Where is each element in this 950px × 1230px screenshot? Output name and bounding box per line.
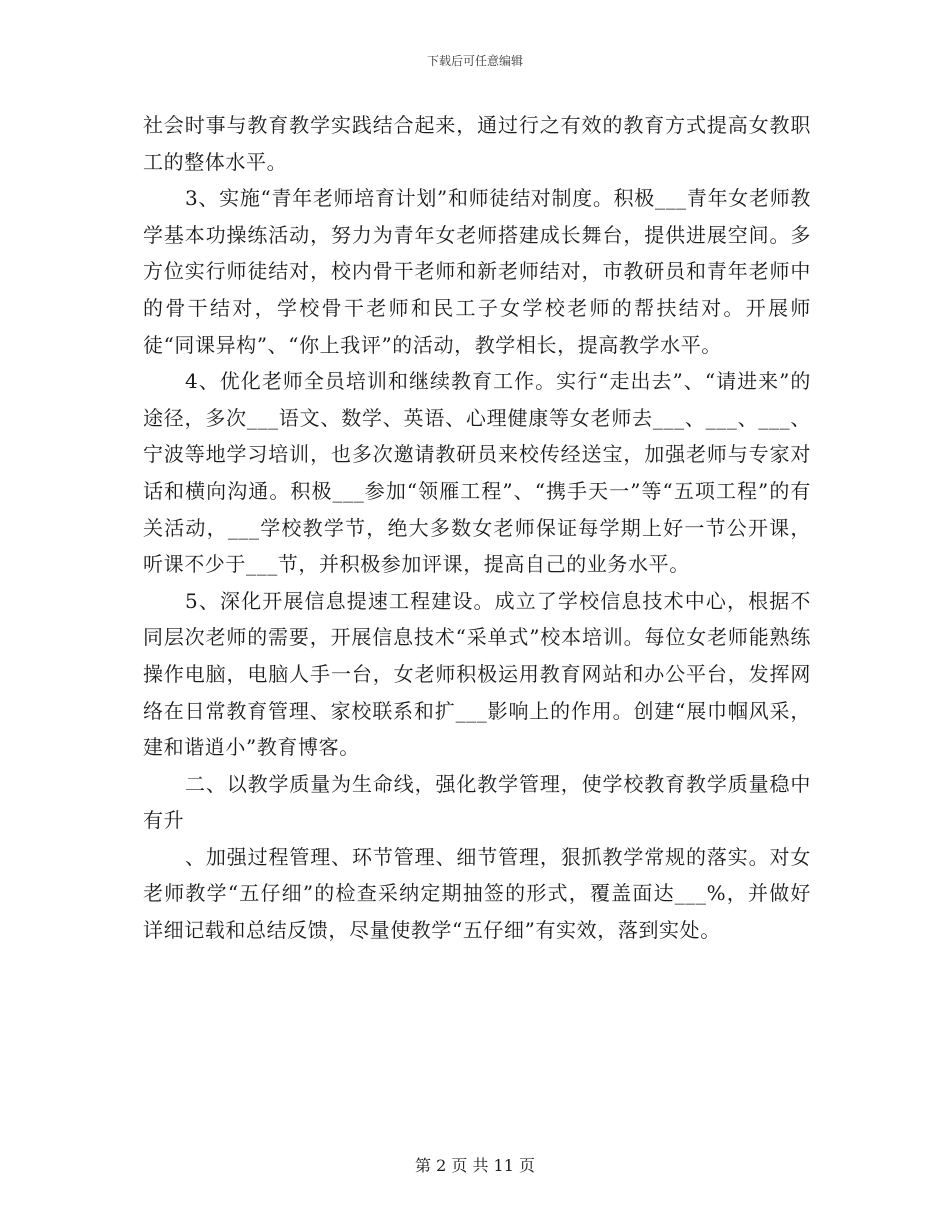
section-heading-2: 二、以教学质量为生命线，强化教学管理，使学校教育教学质量稳中有升 xyxy=(143,771,811,833)
paragraph-continuation: 社会时事与教育教学实践结合起来，通过行之有效的教育方式提高女教职工的整体水平。 xyxy=(143,113,811,174)
paragraph-item-3: 3、实施“青年老师培育计划”和师徒结对制度。积极___青年女老师教学基本功操练活动，努力为青年女老师搭建成长舞台，提供进展空间。多方位实行师徒结对，校内骨干老师和新老师结对，市教研员和青年老师中的骨干结对，学校骨干老师和民工子女学校老师的帮扶结对。开展师徒“同课异构”、“你上我评”的活动，教学相长，提高教学水平。 xyxy=(143,186,811,357)
paragraph-item-5: 5、深化开展信息提速工程建设。成立了学校信息技术中心，根据不同层次老师的需要，开展信息技术“采单式”校本培训。每位女老师能熟练操作电脑，电脑人手一台，女老师积极运用教育网站和办公平台，发挥网络在日常教育管理、家校联系和扩___影响上的作用。创建“展巾帼风采，建和谐逍小”教育博客。 xyxy=(143,588,811,760)
document-body xyxy=(143,107,811,949)
page-header: 下载后可任意编辑 xyxy=(426,54,523,68)
page-number: 第 2 页 共 11 页 xyxy=(415,1156,535,1175)
paragraph-item-4: 4、优化老师全员培训和继续教育工作。实行“走出去”、“请进来”的途径，多次___语文、数学、英语、心理健康等女老师去___、___、___、宁波等地学习培训，也多次邀请教研员来校传经送宝，加强老师与专家对话和横向沟通。积极___参加“领雁工程”、“携手天一”等“五项工程”的有关活动，___学校教学节，绝大多数女老师保证每学期上好一节公开课，听课不少于___节，并积极参加评课，提高自己的业务水平。 xyxy=(143,369,811,577)
paragraph-process-management: 、加强过程管理、环节管理、细节管理，狠抓教学常规的落实。对女老师教学“五仔细”的检查采纳定期抽签的形式，覆盖面达___%，并做好详细记载和总结反馈，尽量使教学“五仔细”有实效，落到实处。 xyxy=(143,844,811,943)
